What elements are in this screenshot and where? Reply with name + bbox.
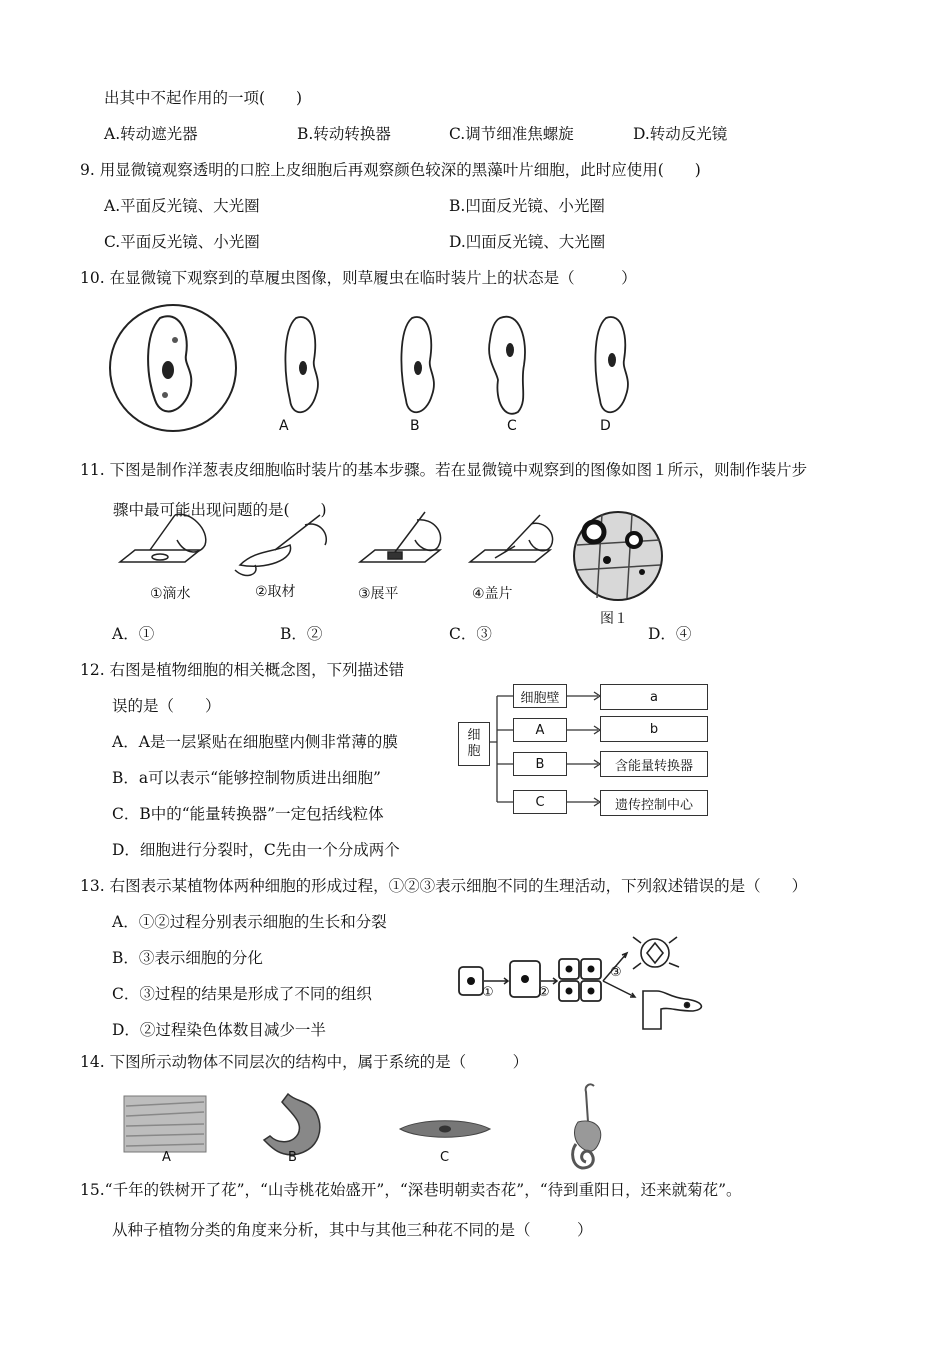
paramecium-label-c: C <box>507 418 517 434</box>
q15-stem-continued: 从种子植物分类的角度来分析，其中与其他三种花不同的是（ ） <box>112 1221 593 1239</box>
q11-option-b[interactable]: B．② <box>280 625 323 643</box>
root-hair-cell-icon <box>643 991 701 1029</box>
level-label-b: B <box>288 1150 297 1165</box>
q9-option-a[interactable]: A.平面反光镜、大光圈 <box>104 197 260 215</box>
q8-option-d[interactable]: D.转动反光镜 <box>633 125 728 143</box>
q12-stem: 12. 右图是植物细胞的相关概念图，下列描述错 <box>80 661 405 679</box>
process-mark-2: ② <box>538 985 550 1000</box>
q9-option-d[interactable]: D.凹面反光镜、大光圈 <box>449 233 606 251</box>
q10-stem: 10. 在显微镜下观察到的草履虫图像，则草履虫在临时装片上的状态是（ ） <box>80 269 637 287</box>
concept-target-energy-converter: 含能量转换器 <box>600 751 708 777</box>
q12-option-a[interactable]: A．A是一层紧贴在细胞壁内侧非常薄的膜 <box>112 733 398 751</box>
paramecium-observed-icon <box>148 316 191 411</box>
q13-option-a[interactable]: A．①②过程分别表示细胞的生长和分裂 <box>112 913 387 931</box>
q14-stem: 14. 下图所示动物体不同层次的结构中，属于系统的是（ ） <box>80 1053 529 1071</box>
q12-option-d[interactable]: D．细胞进行分裂时，C先由一个分成两个 <box>112 841 400 859</box>
level-label-a: A <box>162 1150 171 1165</box>
level-label-c: C <box>440 1150 450 1165</box>
q13-option-c[interactable]: C．③过程的结果是形成了不同的组织 <box>112 985 372 1003</box>
body-levels-figure <box>120 1082 620 1174</box>
q11-stem-continued: 骤中最可能出现问题的是( ) <box>113 501 327 519</box>
q8-stem-continued: 出其中不起作用的一项( ) <box>104 89 303 107</box>
q8-option-a[interactable]: A.转动遮光器 <box>104 125 198 143</box>
digestive-system-icon <box>573 1084 601 1168</box>
q9-option-c[interactable]: C.平面反光镜、小光圈 <box>104 233 260 251</box>
q11-option-c[interactable]: C．③ <box>449 625 492 643</box>
q13-option-b[interactable]: B．③表示细胞的分化 <box>112 949 263 967</box>
take-material-step-icon <box>235 515 326 575</box>
q12-option-b[interactable]: B．a可以表示“能够控制物质进出细胞” <box>112 769 381 787</box>
spread-flat-step-icon <box>360 512 441 562</box>
figure-1-label: 图１ <box>600 611 628 627</box>
q11-option-d[interactable]: D．④ <box>648 625 692 643</box>
concept-node-cell-wall: 细胞壁 <box>513 684 567 708</box>
air-bubble-icon <box>584 522 604 542</box>
q11-stem: 11. 下图是制作洋葱表皮细胞临时装片的基本步骤。若在显微镜中观察到的图像如图１所示，则制作装片步 <box>80 461 808 479</box>
stoma-cell-icon <box>633 937 679 969</box>
paramecium-option-b-icon <box>401 317 434 412</box>
q11-option-a[interactable]: A．① <box>112 625 155 643</box>
q8-option-b[interactable]: B.转动转换器 <box>297 125 391 143</box>
figure-1-micrograph <box>572 510 664 602</box>
process-mark-3: ③ <box>610 965 622 980</box>
concept-node-b: B <box>513 752 567 776</box>
paramecium-figure <box>100 300 660 440</box>
paramecium-label-a: A <box>279 418 289 434</box>
concept-target-a: a <box>600 684 708 710</box>
step-cover-slip-label: ④盖片 <box>472 586 513 602</box>
concept-target-b: b <box>600 716 708 742</box>
paramecium-label-d: D <box>600 418 611 434</box>
process-mark-1: ① <box>482 985 494 1000</box>
step-spread-flat-label: ③展平 <box>358 586 399 602</box>
q9-option-b[interactable]: B.凹面反光镜、小光圈 <box>449 197 605 215</box>
q8-option-c[interactable]: C.调节细准焦螺旋 <box>449 125 574 143</box>
q13-option-d[interactable]: D．②过程染色体数目减少一半 <box>112 1021 326 1039</box>
smooth-muscle-cell-icon <box>400 1121 490 1138</box>
drip-water-step-icon <box>120 514 206 562</box>
q12-stem-continued: 误的是（ ） <box>112 697 221 715</box>
paramecium-label-b: B <box>410 418 420 434</box>
cover-slip-step-icon <box>470 515 553 562</box>
concept-node-a: A <box>513 718 567 742</box>
step-drip-water-label: ①滴水 <box>150 586 191 602</box>
q9-stem: 9. 用显微镜观察透明的口腔上皮细胞后再观察颜色较深的黑藻叶片细胞，此时应使用( ) <box>80 161 701 179</box>
q15-stem: 15.“千年的铁树开了花”，“山寺桃花始盛开”，“深巷明朝卖杏花”，“待到重阳日，还来就菊花”。 <box>80 1181 742 1199</box>
step-take-material-label: ②取材 <box>255 584 296 600</box>
q12-option-c[interactable]: C．B中的“能量转换器”一定包括线粒体 <box>112 805 384 823</box>
paramecium-option-d-icon <box>595 317 628 412</box>
muscle-tissue-icon <box>124 1096 206 1152</box>
concept-root-cell: 细胞 <box>458 722 490 766</box>
concept-target-genetic-center: 遗传控制中心 <box>600 790 708 816</box>
paramecium-option-a-icon <box>285 317 318 412</box>
q13-stem: 13. 右图表示某植物体两种细胞的形成过程，①②③表示细胞不同的生理活动，下列叙述错误的是（ ） <box>80 877 808 895</box>
cell-formation-figure <box>455 935 715 1035</box>
paramecium-option-c-icon <box>489 317 525 414</box>
stomach-icon <box>264 1094 320 1155</box>
concept-node-c: C <box>513 790 567 814</box>
